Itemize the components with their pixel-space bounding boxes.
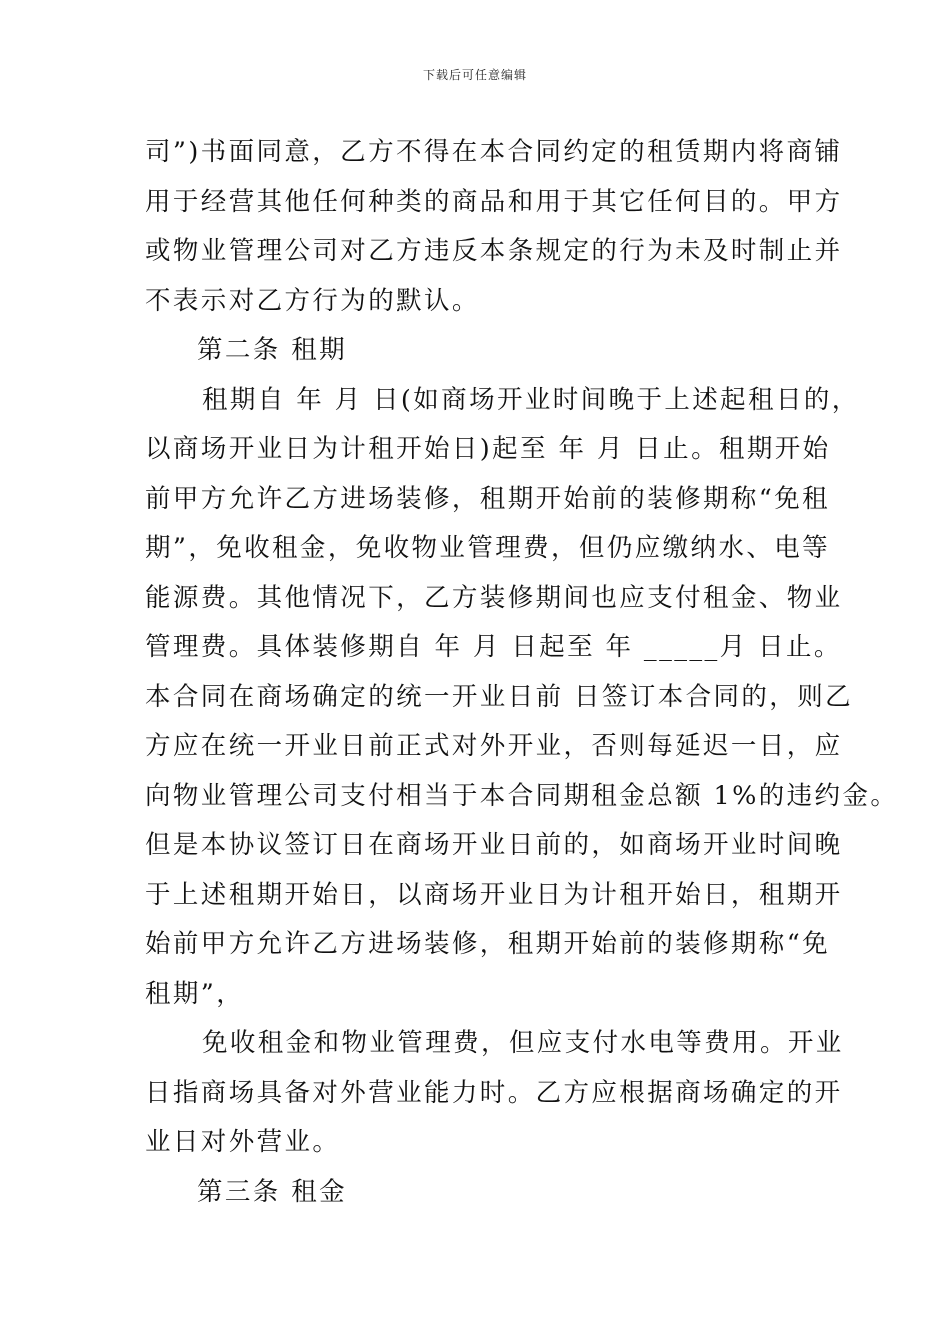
text-line: 司”)书面同意，乙方不得在本合同约定的租赁期内将商铺	[145, 137, 843, 167]
section-heading-article-3: 第三条 租金	[197, 1176, 348, 1207]
text-line: 免收租金和物业管理费，但应支付水电等费用。开业	[202, 1028, 844, 1058]
section-heading-article-2: 第二条 租期	[197, 335, 348, 365]
text-line: 于上述租期开始日，以商场开业日为计租开始日，租期开	[145, 879, 843, 910]
text-line: 或物业管理公司对乙方违反本条规定的行为未及时制止并	[145, 236, 843, 266]
text-line: 但是本协议签订日在商场开业日前的，如商场开业时间晚	[145, 830, 843, 860]
text-line: 前甲方允许乙方进场装修，租期开始前的装修期称“免租	[145, 483, 831, 514]
text-line: 不表示对乙方行为的默认。	[145, 285, 480, 316]
text-line: 向物业管理公司支付相当于本合同期租金总额 1%的违约金。	[145, 780, 899, 811]
text-line: 租期”，	[145, 978, 245, 1009]
document-body	[145, 128, 899, 1217]
text-line: 用于经营其他任何种类的商品和用于其它任何目的。甲方	[145, 186, 843, 217]
text-line: 业日对外营业。	[145, 1127, 341, 1157]
text-line: 能源费。其他情况下，乙方装修期间也应支付租金、物业	[145, 582, 843, 613]
text-line: 期”，免收租金，免收物业管理费，但仍应缴纳水、电等	[145, 533, 831, 563]
text-line: 管理费。具体装修期自 年 月 日起至 年 _____月 日止。	[145, 632, 842, 662]
text-line: 始前甲方允许乙方进场装修，租期开始前的装修期称“免	[145, 929, 831, 959]
text-line: 以商场开业日为计租开始日)起至 年 月 日止。租期开始	[145, 434, 831, 464]
text-line: 租期自 年 月 日(如商场开业时间晚于上述起租日的，	[202, 384, 860, 415]
text-line: 本合同在商场确定的统一开业日前 日签订本合同的，则乙	[145, 681, 854, 712]
page-header-note: 下载后可任意编辑	[422, 68, 527, 82]
text-line: 方应在统一开业日前正式对外开业，否则每延迟一日，应	[145, 731, 843, 761]
text-line: 日指商场具备对外营业能力时。乙方应根据商场确定的开	[145, 1077, 843, 1108]
